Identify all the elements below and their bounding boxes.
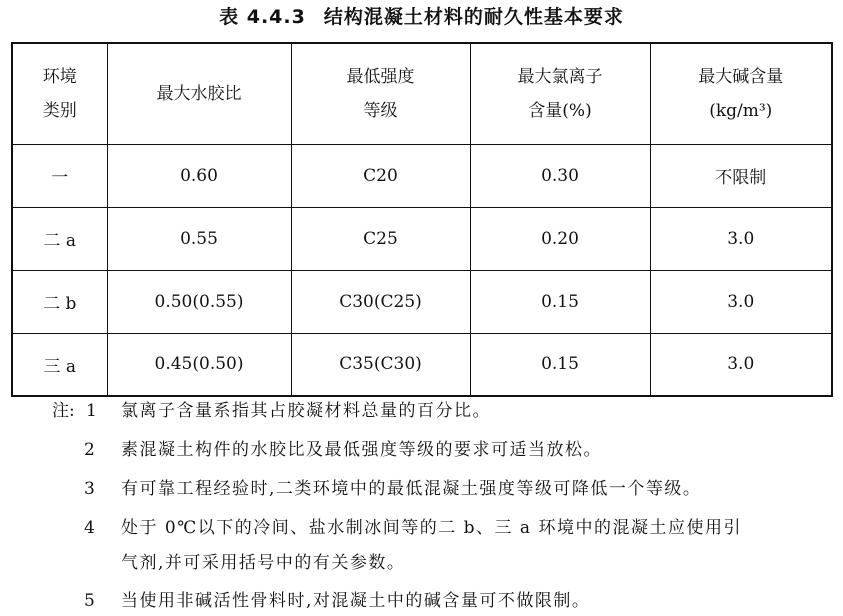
- cell-alkali-content: 3.0: [650, 270, 832, 333]
- header-max-water-binder-ratio: [107, 43, 291, 144]
- cell-chloride-content: 0.15: [470, 270, 650, 333]
- note-number: 2: [84, 440, 95, 460]
- note-text: 当使用非碱活性骨料时,对混凝土中的碱含量可不做限制。: [121, 591, 591, 611]
- cell-strength-grade: C30(C25): [291, 270, 470, 333]
- header-line: 最大碱含量: [698, 66, 784, 87]
- header-line: 含量(%): [528, 100, 592, 121]
- note-text: 素混凝土构件的水胶比及最低强度等级的要求可适当放松。: [121, 440, 602, 460]
- note-number: 3: [84, 479, 95, 499]
- cell-chloride-content: 0.20: [470, 207, 650, 270]
- note-text: 气剂,并可采用括号中的有关参数。: [121, 553, 406, 573]
- cell-water-binder-ratio: 0.60: [107, 144, 291, 207]
- cell-environment: 二 a: [12, 207, 107, 270]
- header-line: 最大水胶比: [156, 83, 242, 104]
- table-number: 表 4.4.3: [219, 6, 306, 28]
- cell-environment: 一: [12, 144, 107, 207]
- header-line: 等级: [363, 100, 398, 121]
- cell-water-binder-ratio: 0.55: [107, 207, 291, 270]
- table-header-row: [12, 43, 832, 144]
- note-item: [0, 474, 843, 504]
- cell-strength-grade: C35(C30): [291, 333, 470, 396]
- header-line: 类别: [42, 100, 77, 121]
- note-number: 4: [84, 518, 95, 538]
- cell-environment: 三 a: [12, 333, 107, 396]
- header-min-strength-grade: [291, 43, 470, 144]
- cell-strength-grade: C25: [291, 207, 470, 270]
- header-max-alkali-content: [650, 43, 832, 144]
- note-item: [0, 396, 843, 426]
- cell-alkali-content: 3.0: [650, 333, 832, 396]
- cell-water-binder-ratio: 0.45(0.50): [107, 333, 291, 396]
- table-title: 结构混凝土材料的耐久性基本要求: [323, 6, 624, 28]
- cell-alkali-content: 不限制: [650, 144, 832, 207]
- cell-chloride-content: 0.30: [470, 144, 650, 207]
- cell-alkali-content: 3.0: [650, 207, 832, 270]
- cell-strength-grade: C20: [291, 144, 470, 207]
- cell-environment: 二 b: [12, 270, 107, 333]
- table-row: [12, 207, 832, 270]
- header-line: 最低强度: [346, 66, 415, 87]
- table-row: [12, 270, 832, 333]
- note-continuation: [0, 548, 843, 578]
- cell-water-binder-ratio: 0.50(0.55): [107, 270, 291, 333]
- header-environment-category: [12, 43, 107, 144]
- note-number: 5: [84, 591, 95, 611]
- cell-chloride-content: 0.15: [470, 333, 650, 396]
- table-caption: [0, 2, 843, 32]
- header-line: 环境: [42, 66, 77, 87]
- note-item: [0, 513, 843, 543]
- note-text: 有可靠工程经验时,二类环境中的最低混凝土强度等级可降低一个等级。: [121, 479, 702, 499]
- durability-requirements-table: [11, 42, 833, 397]
- header-line: 最大氯离子: [517, 66, 603, 87]
- note-item: [0, 586, 843, 616]
- note-number: 1: [86, 401, 97, 421]
- table-row: [12, 333, 832, 396]
- note-text: 氯离子含量系指其占胶凝材料总量的百分比。: [121, 401, 491, 421]
- table-row: [12, 144, 832, 207]
- note-item: [0, 435, 843, 465]
- note-text: 处于 0℃以下的冷间、盐水制冰间等的二 b、三 a 环境中的混凝土应使用引: [121, 518, 742, 538]
- notes-prefix: 注:: [52, 401, 75, 421]
- header-max-chloride-content: [470, 43, 650, 144]
- header-line: (kg/m³): [709, 100, 773, 121]
